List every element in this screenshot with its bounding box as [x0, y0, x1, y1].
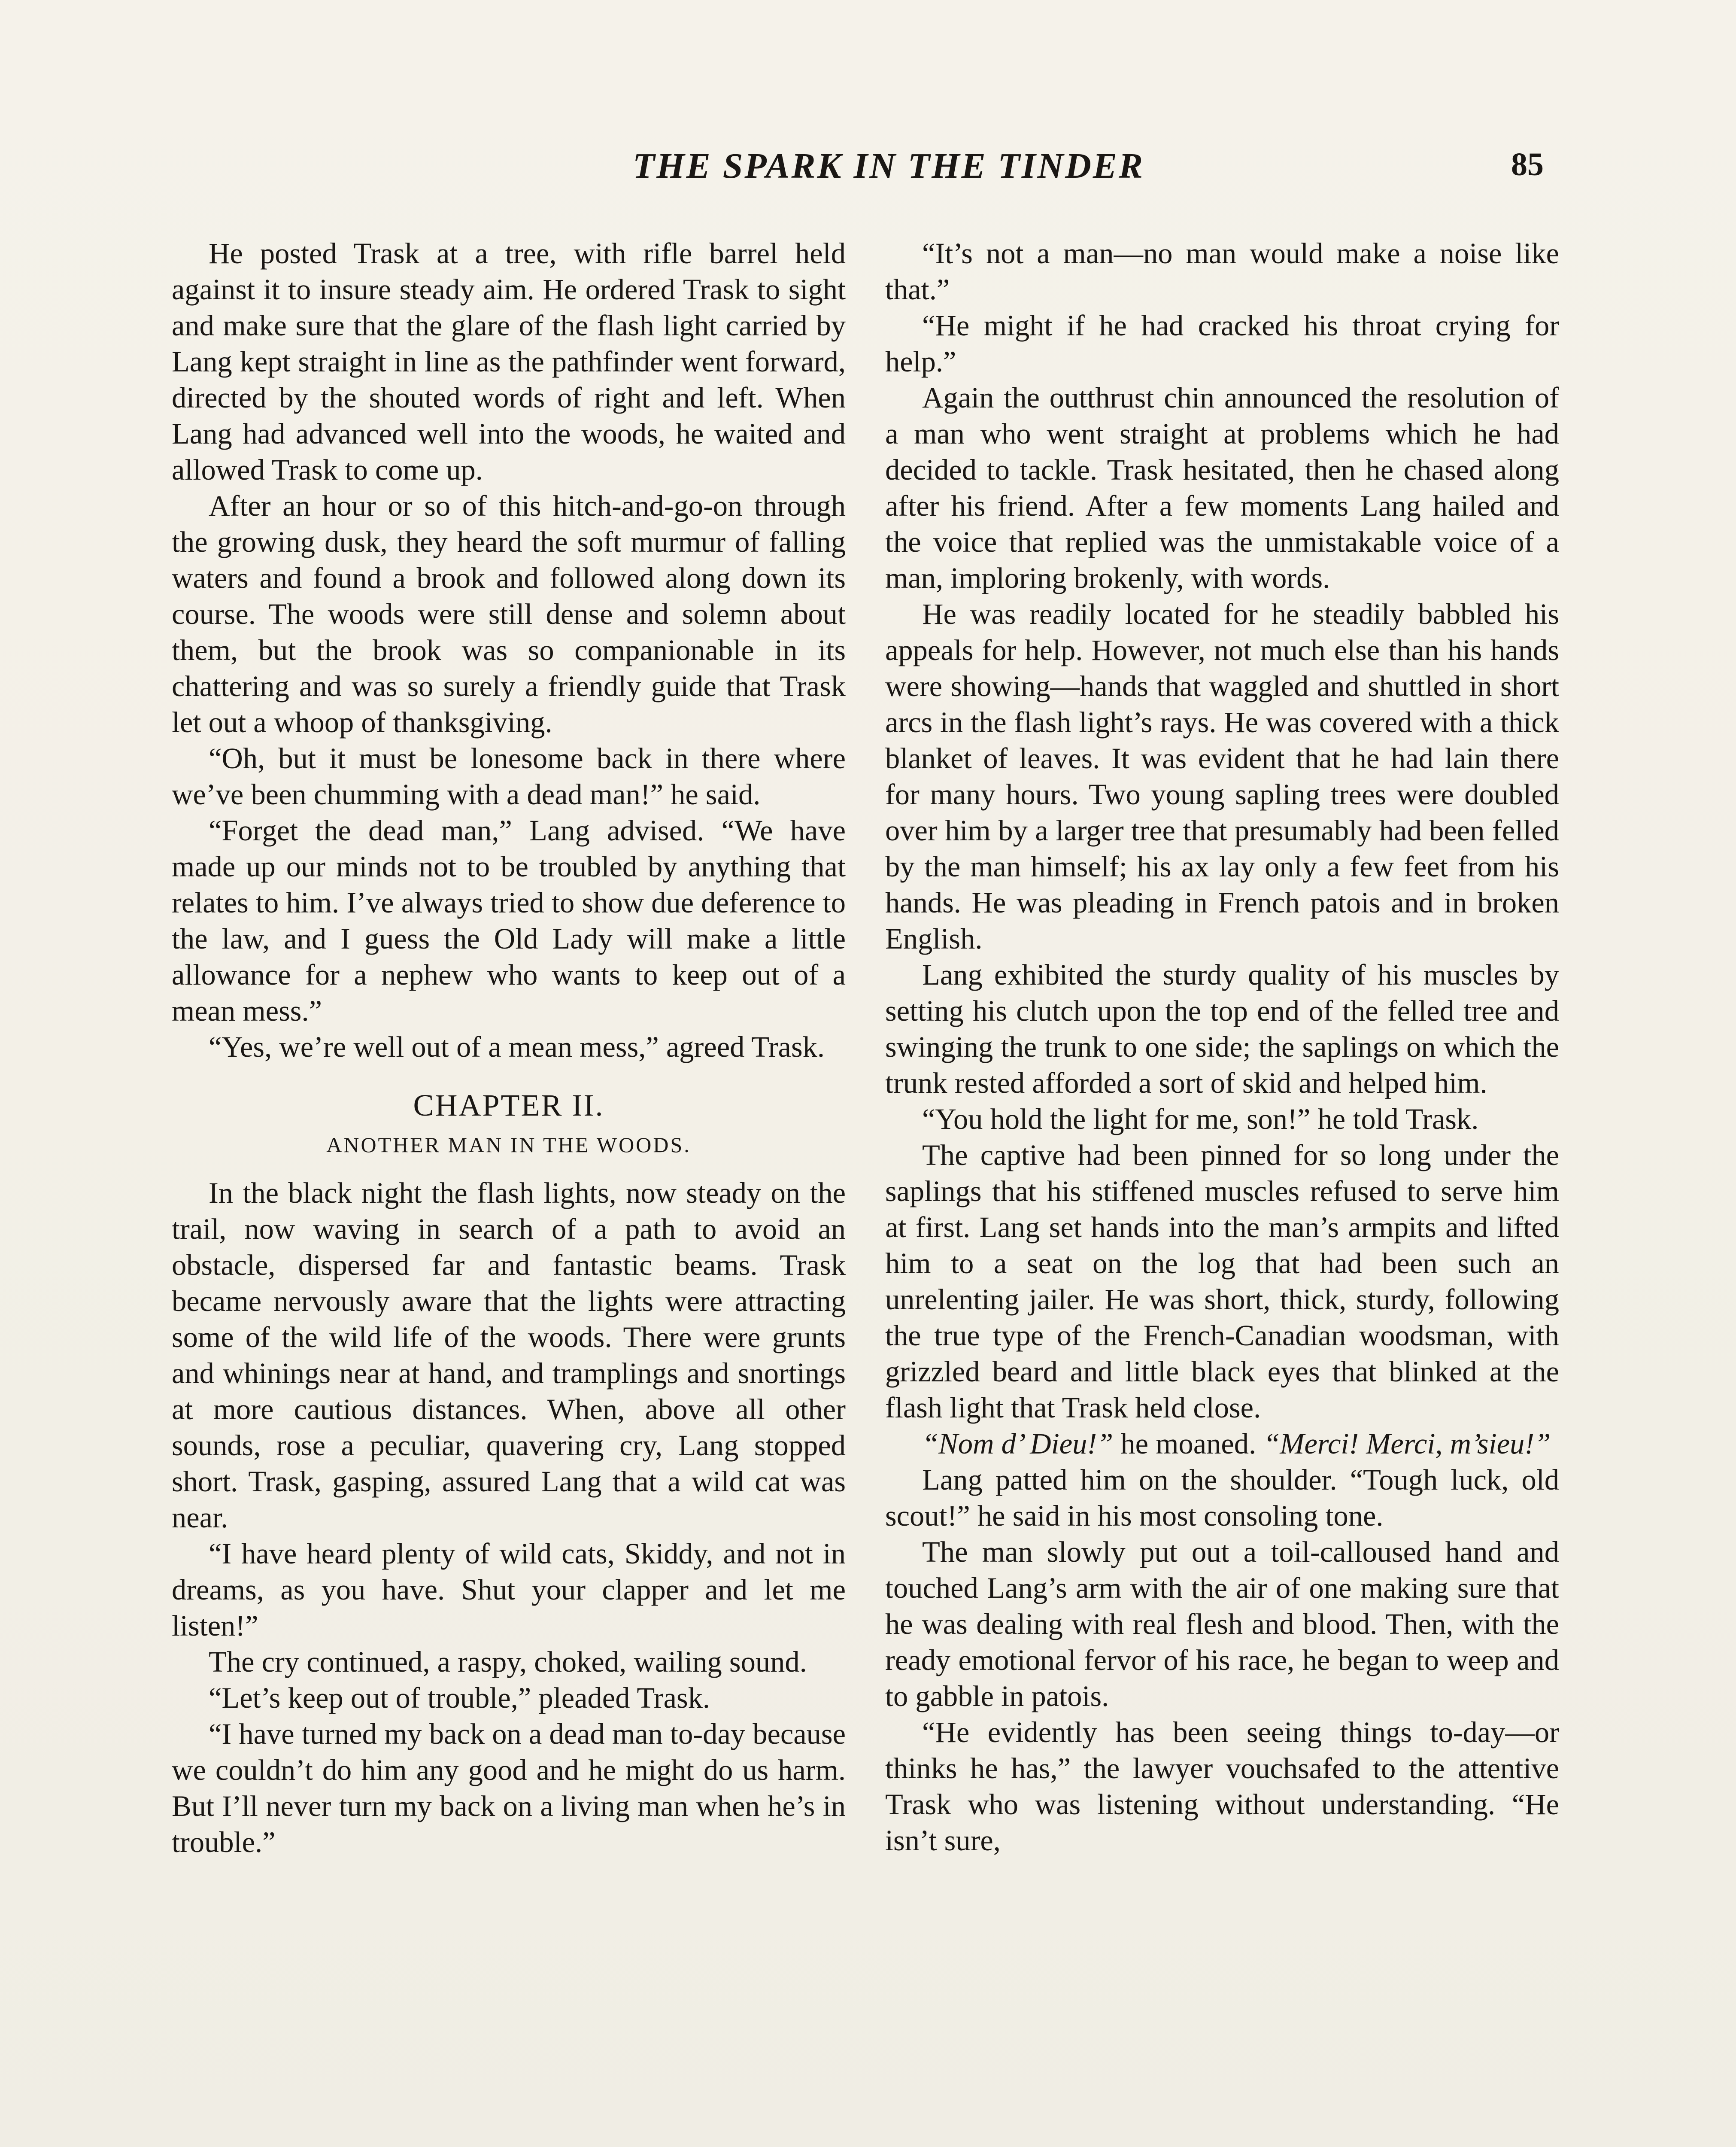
paragraph: The man slowly put out a toil-calloused hand and touched Lang’s arm with the air of one making sure that he was dealing with real flesh and blood. Then, with the ready emotional fervor of his race, he began to weep and to gabble in patois. [885, 1536, 1559, 1712]
paragraph: The captive had been pinned for so long under the saplings that his stiffened muscles refused to serve him at first. Lang set hands into the man’s armpits and lifted him to a seat on the log that had been such an unrelenting jailer. He was short, thick, sturdy, following the true type of the French-Canadian woodsman, with grizzled beard and little black eyes that blinked at the flash light that Trask held close. [885, 1139, 1559, 1424]
paragraph: Again the outthrust chin announced the resolution of a man who went straight at problems which he had decided to tackle. Trask hesitated, then he chased along after his friend. After a few moments Lang hailed and the voice that replied was the unmistakable voice of a man, imploring brokenly, with words. [885, 381, 1559, 594]
paragraph: Lang patted him on the shoulder. “Tough luck, old scout!” he said in his most consoling tone. [885, 1463, 1559, 1532]
running-title: THE SPARK IN THE TINDER [633, 146, 1144, 186]
paragraph: “It’s not a man—no man would make a noise like that.” [885, 237, 1559, 306]
page-number: 85 [1511, 146, 1544, 182]
paragraph: “Yes, we’re well out of a mean mess,” agreed Trask. [209, 1031, 825, 1063]
paragraph: “Oh, but it must be lonesome back in there where we’ve been chumming with a dead man!” he said. [172, 742, 846, 811]
paragraph: “He evidently has been seeing things to-day—or thinks he has,” the lawyer vouchsafed to the attentive Trask who was listening without understanding. “He isn’t sure, [885, 1716, 1559, 1857]
french-exclamation-paragraph [885, 1426, 1559, 1462]
paragraph: “He might if he had cracked his throat crying for help.” [885, 309, 1559, 378]
paragraph: “I have heard plenty of wild cats, Skiddy, and not in dreams, as you have. Shut your clapper and let me listen!” [172, 1537, 846, 1642]
chapter-title: CHAPTER II. [413, 1088, 604, 1122]
paragraph: The cry continued, a raspy, choked, wailing sound. [209, 1645, 807, 1678]
paragraph: Lang exhibited the sturdy quality of his muscles by setting his clutch upon the top end of the felled tree and swinging the trunk to one side; the saplings on which the trunk rested afforded a sort of skid and helped him. [885, 958, 1559, 1099]
french-quote: “Nom d’ Dieu!” [922, 1427, 1114, 1460]
right-column [885, 235, 1559, 1858]
chapter-subtitle: ANOTHER MAN IN THE WOODS. [326, 1133, 691, 1157]
paragraph: “Let’s keep out of trouble,” pleaded Trask. [209, 1682, 710, 1714]
paragraph: “You hold the light for me, son!” he told Trask. [922, 1103, 1479, 1135]
paragraph: In the black night the flash lights, now steady on the trail, now waving in search of a path to avoid an obstacle, dispersed far and fantastic beams. Trask became nervously aware that the lights were attracting some of the wild life of the woods. There were grunts and whinings near at hand, and tramplings and snortings at more cautious distances. When, above all other sounds, rose a peculiar, quavering cry, Lang stopped short. Trask, gasping, assured Lang that a wild cat was near. [172, 1177, 846, 1534]
speech-tag: he moaned. [1113, 1427, 1264, 1460]
paragraph: “Forget the dead man,” Lang advised. “We have made up our minds not to be troubled by anything that relates to him. I’ve always tried to show due deference to the law, and I guess the Old Lady will make a little allowance for a nephew who wants to keep out of a mean mess.” [172, 814, 846, 1027]
paragraph: “I have turned my back on a dead man to-day because we couldn’t do him any good and he might do us harm. But I’ll never turn my back on a living man when he’s in trouble.” [172, 1718, 846, 1858]
paragraph: He posted Trask at a tree, with rifle barrel held against it to insure steady aim. He ordered Trask to sight and make sure that the glare of the flash light carried by Lang kept straight in line as the pathfinder went forward, directed by the shouted words of right and left. When Lang had advanced well into the woods, he waited and allowed Trask to come up. [172, 237, 846, 486]
left-column [172, 235, 846, 1860]
paragraph: He was readily located for he steadily babbled his appeals for help. However, not much else than his hands were showing—hands that waggled and shuttled in short arcs in the flash light’s rays. He was covered with a thick blanket of leaves. It was evident that he had lain there for many hours. Two young sapling trees were doubled over him by a larger tree that presumably had been felled by the man himself; his ax lay only a few feet from his hands. He was pleading in French patois and in broken English. [885, 598, 1559, 955]
french-quote: “Merci! Merci, m’sieu!” [1263, 1427, 1551, 1460]
paragraph: After an hour or so of this hitch-and-go-on through the growing dusk, they heard the soft murmur of falling waters and found a brook and followed along down its course. The woods were still dense and solemn about them, but the brook was so companionable in its chattering and was so surely a friendly guide that Trask let out a whoop of thanksgiving. [172, 490, 846, 739]
